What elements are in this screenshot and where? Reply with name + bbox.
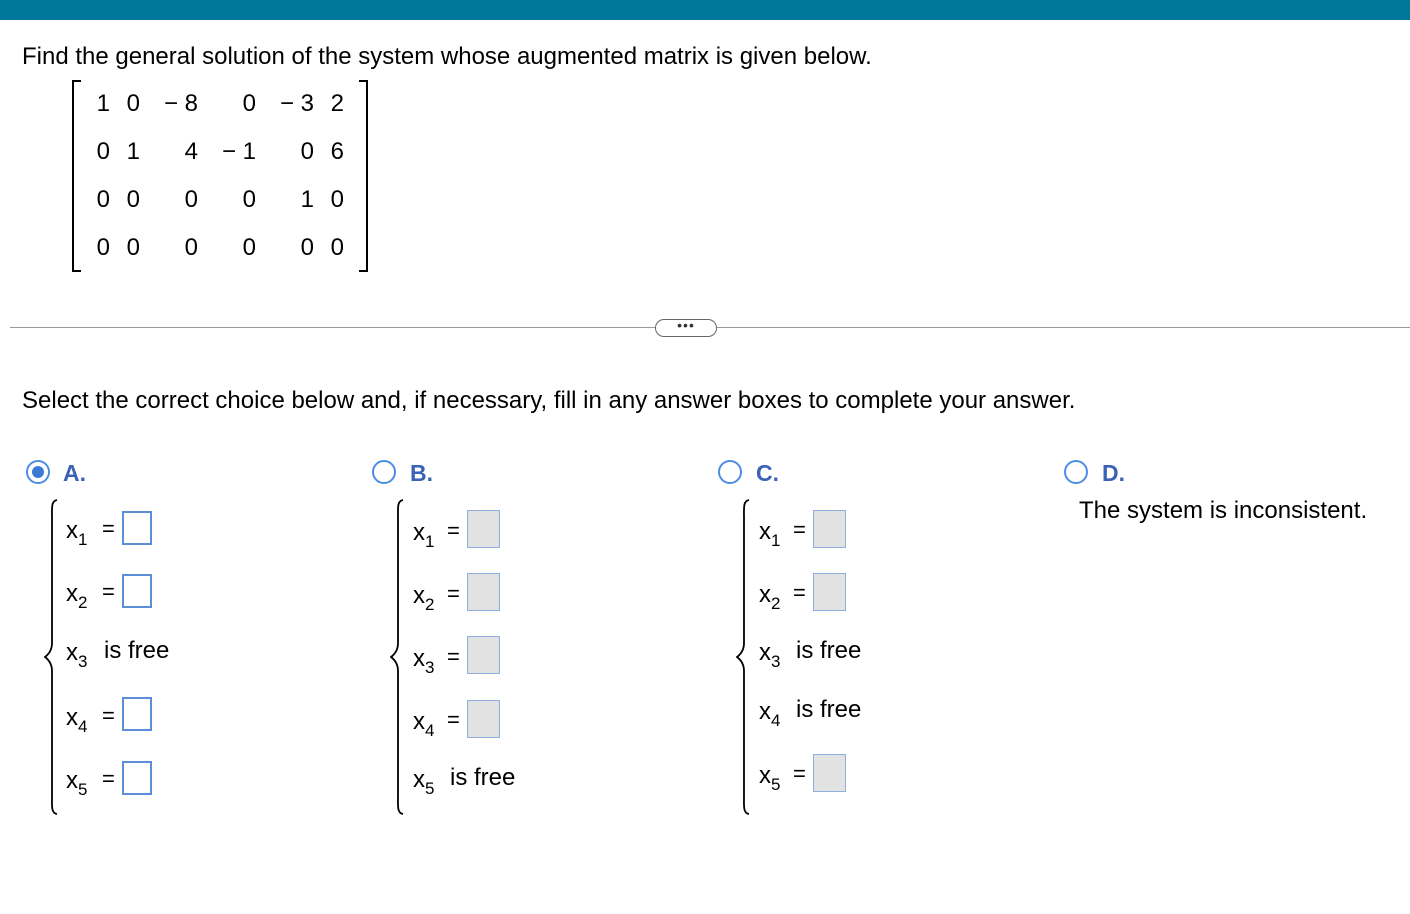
- choice-d-radio[interactable]: [1064, 460, 1088, 484]
- matrix-cell: − 3: [279, 90, 314, 117]
- choice-c-label: C.: [756, 460, 779, 486]
- matrix-cell: 0: [242, 234, 256, 261]
- choice-b-x2-equals: =: [447, 581, 460, 606]
- choice-c-x4-label: $x_4$: [759, 698, 781, 730]
- choice-a-x4-equals: =: [102, 703, 115, 728]
- choice-a-radio[interactable]: [26, 460, 50, 484]
- choice-a-x5-label: $x_5$: [66, 767, 88, 799]
- matrix-cell: 1: [300, 186, 314, 213]
- choice-a-x5-input[interactable]: [122, 761, 152, 795]
- choice-b-label: B.: [410, 460, 433, 486]
- choice-a-x3-free-text: is free: [104, 637, 170, 664]
- choice-c-x1-equals: =: [793, 517, 806, 542]
- choice-c-x2-input[interactable]: [813, 573, 846, 611]
- choice-b-x4-input[interactable]: [467, 700, 500, 738]
- choice-b-x4-label: $x_4$: [413, 708, 435, 740]
- choice-b-radio[interactable]: [372, 460, 396, 484]
- matrix-cell: 0: [330, 186, 344, 213]
- choice-a-x4-label: $x_4$: [66, 704, 88, 736]
- choice-c-x5-label: $x_5$: [759, 762, 781, 794]
- augmented-matrix: [72, 80, 368, 272]
- choice-b-x5-free-text: is free: [450, 764, 516, 791]
- choice-b-x2-input[interactable]: [467, 573, 500, 611]
- choice-a-x2-label: $x_2$: [66, 580, 88, 612]
- choice-b-x1-input[interactable]: [467, 510, 500, 548]
- choice-a-x1-equals: =: [102, 516, 115, 541]
- matrix-cell: 0: [184, 186, 198, 213]
- choice-a-x1-label: $x_1$: [66, 517, 88, 549]
- top-bar: [0, 0, 1410, 20]
- matrix-cell: 0: [96, 234, 110, 261]
- matrix-cell: 0: [242, 90, 256, 117]
- choice-a-x3-label: $x_3$: [66, 639, 88, 671]
- matrix-left-bracket: [72, 80, 81, 272]
- choice-b-x2-label: $x_2$: [413, 582, 435, 614]
- choice-c-x1-label: $x_1$: [759, 518, 781, 550]
- choice-c-x3-label: $x_3$: [759, 639, 781, 671]
- choice-c-x3-free-text: is free: [796, 637, 862, 664]
- choice-c-x4-free-text: is free: [796, 696, 862, 723]
- choice-a-x1-input[interactable]: [122, 511, 152, 545]
- choice-c-x5-input[interactable]: [813, 754, 846, 792]
- choice-c-x2-equals: =: [793, 580, 806, 605]
- matrix-cell: 0: [184, 234, 198, 261]
- matrix-cell: 0: [300, 234, 314, 261]
- matrix-cell: − 8: [163, 90, 198, 117]
- choice-b-x1-label: $x_1$: [413, 519, 435, 551]
- question-text: Find the general solution of the system whose augmented matrix is given below.: [22, 43, 872, 70]
- more-button[interactable]: •••: [655, 319, 717, 337]
- matrix-cell: 2: [330, 90, 344, 117]
- choice-b-x4-equals: =: [447, 707, 460, 732]
- choice-b-x3-label: $x_3$: [413, 645, 435, 677]
- choice-d-text: The system is inconsistent.: [1079, 497, 1368, 524]
- choice-a-label: A.: [63, 460, 86, 486]
- choice-b-x1-equals: =: [447, 518, 460, 543]
- matrix-cell: − 1: [221, 138, 256, 165]
- matrix-cell: 4: [184, 138, 198, 165]
- matrix-cell: 0: [126, 186, 140, 213]
- choice-b-x5-label: $x_5$: [413, 766, 435, 798]
- instruction-text: Select the correct choice below and, if necessary, fill in any answer boxes to complete your answer.: [22, 387, 1076, 414]
- matrix-cell: 0: [96, 186, 110, 213]
- choice-c-x1-input[interactable]: [813, 510, 846, 548]
- matrix-cell: 6: [330, 138, 344, 165]
- choice-a-x4-input[interactable]: [122, 697, 152, 731]
- matrix-right-bracket: [359, 80, 368, 272]
- choice-a-x2-equals: =: [102, 579, 115, 604]
- matrix-cell: 1: [96, 90, 110, 117]
- matrix-cell: 0: [300, 138, 314, 165]
- matrix-cell: 0: [96, 138, 110, 165]
- choice-c-x2-label: $x_2$: [759, 581, 781, 613]
- choice-a-x2-input[interactable]: [122, 574, 152, 608]
- choice-c-radio[interactable]: [718, 460, 742, 484]
- choice-d-label: D.: [1102, 460, 1125, 486]
- matrix-cell: 0: [242, 186, 256, 213]
- choice-a-x5-equals: =: [102, 766, 115, 791]
- matrix-cell: 0: [126, 90, 140, 117]
- choice-b-x3-input[interactable]: [467, 636, 500, 674]
- matrix-cell: 1: [126, 138, 140, 165]
- choice-c-x5-equals: =: [793, 761, 806, 786]
- matrix-cell: 0: [126, 234, 140, 261]
- choice-b-x3-equals: =: [447, 644, 460, 669]
- matrix-cell: 0: [330, 234, 344, 261]
